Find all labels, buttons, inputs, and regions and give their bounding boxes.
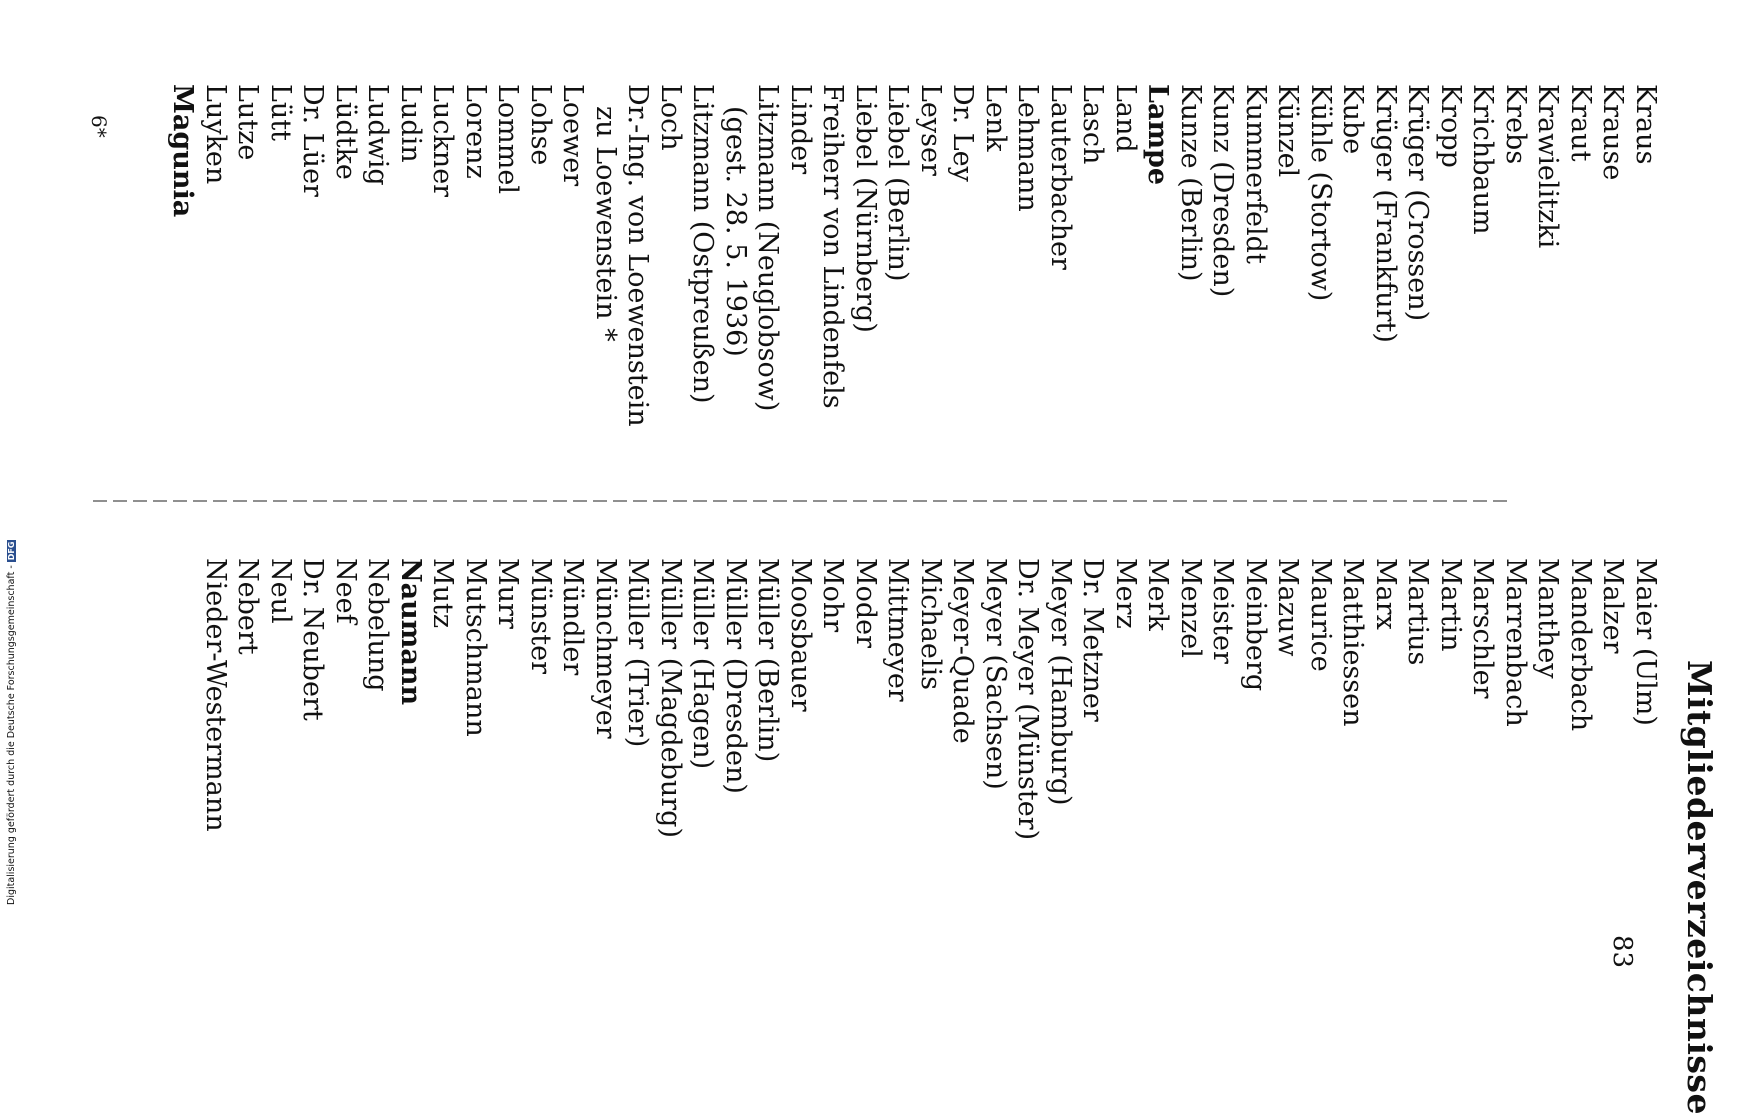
member-name: Leyser xyxy=(915,84,946,176)
member-name: Lehmann xyxy=(1012,84,1044,212)
member-name: Magunia xyxy=(167,84,199,218)
member-name: Dr. Ley xyxy=(947,84,979,182)
member-name: Dr. Meyer (Münster) xyxy=(1012,558,1044,841)
member-name: Liebel (Nürnberg) xyxy=(850,84,881,333)
member-name: Mazuw xyxy=(1272,558,1304,657)
member-name: Krüger (Frankfurt) xyxy=(1370,84,1401,343)
member-name: Maier (Ulm) xyxy=(1630,558,1661,726)
member-name: (gest. 28. 5. 1936) xyxy=(720,106,751,357)
member-name: Meyer (Hamburg) xyxy=(1045,558,1076,806)
member-name: Land xyxy=(1110,84,1141,153)
member-name: Malzer xyxy=(1597,558,1629,654)
member-name: Maurice xyxy=(1305,558,1336,672)
member-name: Mittmeyer xyxy=(882,558,914,702)
page-number: 83 xyxy=(1607,935,1637,969)
member-name: Krichbaum xyxy=(1467,84,1499,235)
member-name: Nieder-Westermann xyxy=(200,558,231,832)
member-name: Lüdtke xyxy=(330,84,361,180)
member-name: Marschler xyxy=(1467,558,1499,699)
member-name: Mohr xyxy=(817,558,849,633)
member-name: Neef xyxy=(330,558,361,624)
member-name: Mutz xyxy=(427,558,459,629)
page-heading: Mitgliederverzeichnisse xyxy=(1680,660,1719,1115)
member-name: Lütt xyxy=(265,84,296,142)
digitization-note-text: Digitalisierung gefördert durch die Deutsche Forschungsgemeinschaft - xyxy=(6,565,17,905)
member-name: Lorenz xyxy=(460,84,491,179)
member-name: Kühle (Stortow) xyxy=(1305,84,1336,302)
member-name: Kube xyxy=(1337,84,1369,155)
member-name: Litzmann (Neuglobsow) xyxy=(752,84,784,412)
dfg-logo: DFG xyxy=(7,541,16,561)
member-name: Neul xyxy=(265,558,296,624)
member-name: Naumann xyxy=(395,558,426,706)
member-name: Lauterbacher xyxy=(1045,84,1076,270)
member-name: Martius xyxy=(1402,558,1434,666)
member-name: Krawielitzki xyxy=(1532,84,1564,249)
member-name: Dr.-Ing. von Loewenstein xyxy=(622,84,654,427)
member-name: Kunze (Berlin) xyxy=(1175,84,1206,282)
member-name: Litzmann (Ostpreußen) xyxy=(687,84,719,404)
member-name: zu Loewenstein * xyxy=(590,106,621,342)
member-name: Manderbach xyxy=(1565,558,1596,732)
member-name: Münchmeyer xyxy=(590,558,621,739)
member-name: Krause xyxy=(1597,84,1629,181)
member-name: Linder xyxy=(785,84,816,175)
member-name: Merk xyxy=(1142,558,1174,631)
member-name: Müller (Dresden) xyxy=(720,558,751,794)
member-name: Moder xyxy=(850,558,881,649)
member-name: Kummerfeldt xyxy=(1240,84,1271,264)
signature-mark: 6* xyxy=(87,115,111,138)
member-name: Lutze xyxy=(232,84,264,161)
member-name: Meister xyxy=(1207,558,1239,664)
member-name: Luckner xyxy=(427,84,459,198)
member-name: Michaelis xyxy=(915,558,946,690)
member-name: Liebel (Berlin) xyxy=(882,84,914,282)
member-name: Loch xyxy=(655,84,686,151)
member-name: Luyken xyxy=(200,84,231,185)
member-name: Meinberg xyxy=(1240,558,1271,692)
member-name: Martin xyxy=(1435,558,1466,652)
member-name: Kraus xyxy=(1630,84,1661,165)
member-name: Nebert xyxy=(232,558,264,655)
member-name: Loewer xyxy=(557,84,589,187)
member-name: Merz xyxy=(1110,558,1141,629)
member-name: Mutschmann xyxy=(460,558,491,737)
member-name: Meyer-Quade xyxy=(947,558,979,744)
member-name: Münster xyxy=(525,558,556,675)
member-name: Lommel xyxy=(492,84,524,195)
member-name: Müller (Berlin) xyxy=(752,558,784,763)
member-name: Menzel xyxy=(1175,558,1206,658)
member-name: Freiherr von Lindenfels xyxy=(817,84,849,409)
member-name: Mündler xyxy=(557,558,589,676)
member-name: Meyer (Sachsen) xyxy=(980,558,1011,790)
member-name: Lohse xyxy=(525,84,556,166)
member-name: Dr. Lüer xyxy=(297,84,329,197)
member-name: Krebs xyxy=(1500,84,1531,165)
member-name: Murr xyxy=(492,558,524,629)
member-name: Marx xyxy=(1370,558,1401,630)
member-name: Manthey xyxy=(1532,558,1564,679)
member-name: Lampe xyxy=(1142,84,1174,186)
member-name: Moosbauer xyxy=(785,558,816,712)
member-name: Nebelung xyxy=(362,558,394,692)
digitization-note xyxy=(6,540,17,905)
member-name: Matthiessen xyxy=(1337,558,1369,727)
member-name: Krüger (Crossen) xyxy=(1402,84,1434,322)
member-name: Ludwig xyxy=(362,84,394,186)
member-name: Künzel xyxy=(1272,84,1304,178)
member-name: Müller (Magdeburg) xyxy=(655,558,686,838)
member-name: Kraut xyxy=(1565,84,1596,162)
member-name: Dr. Metzner xyxy=(1077,558,1109,722)
member-name: Lasch xyxy=(1077,84,1109,165)
member-name: Ludin xyxy=(395,84,426,163)
member-name: Müller (Hagen) xyxy=(687,558,719,770)
member-name: Marrenbach xyxy=(1500,558,1531,727)
member-name: Dr. Neubert xyxy=(297,558,329,721)
member-name: Müller (Trier) xyxy=(622,558,654,748)
member-name: Kunz (Dresden) xyxy=(1207,84,1239,298)
member-name: Lenk xyxy=(980,84,1011,152)
member-name: Kropp xyxy=(1435,84,1466,168)
